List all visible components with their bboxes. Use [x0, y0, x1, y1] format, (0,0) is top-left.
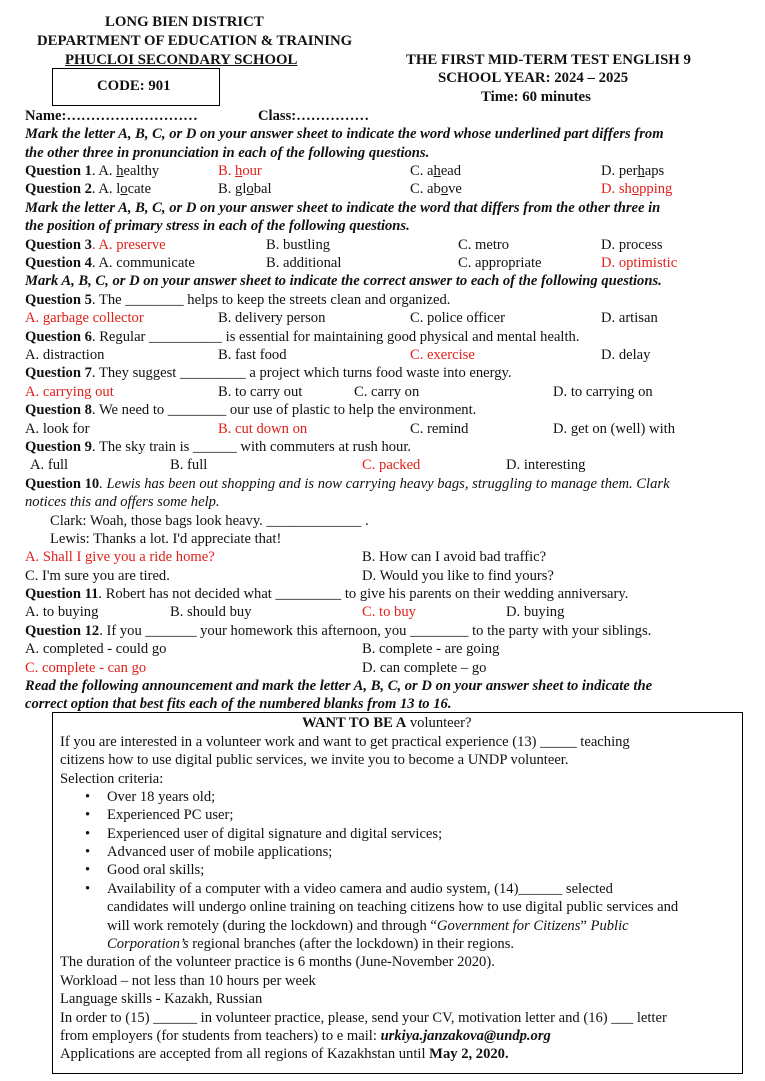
- q12-option-c: C. complete - can go: [25, 660, 147, 676]
- school-year: SCHOOL YEAR: 2024 – 2025: [438, 70, 629, 86]
- instruction-reading-line2: correct option that best fits each of the numbered blanks from 13 to 16.: [25, 696, 452, 712]
- question-4: [25, 254, 195, 272]
- q9-option-a: A. full: [30, 457, 69, 473]
- q3-option-b: B. bustling: [266, 237, 331, 253]
- instruction-pronunciation-line2: the other three in pronunciation in each of the following questions.: [25, 145, 430, 161]
- district-heading: LONG BIEN DISTRICT: [105, 14, 264, 30]
- duration-text: The duration of the volunteer practice is 6 months (June-November 2020).: [60, 954, 495, 970]
- name-field: Name:………………………: [25, 108, 198, 124]
- q5-option-a: A. garbage collector: [25, 310, 144, 326]
- q11-option-d: D. buying: [506, 604, 565, 620]
- question-stem: . Robert has not decided what _________ to give his parents on their wedding anniversary.: [98, 586, 629, 602]
- question-8: [25, 401, 476, 419]
- q10-option-a: A. Shall I give you a ride home?: [25, 549, 215, 565]
- announcement-paragraph-line1: If you are interested in a volunteer work and want to get practical experience (13) _____ teaching: [60, 734, 630, 750]
- q6-option-a: A. distraction: [25, 347, 105, 363]
- q6-option-b: B. fast food: [218, 347, 287, 363]
- question-1: [25, 162, 159, 180]
- q9-option-d: D. interesting: [506, 457, 586, 473]
- question-label: Question 2: [25, 181, 92, 197]
- q9-option-b: B. full: [170, 457, 208, 473]
- q4-option-b: B. additional: [266, 255, 342, 271]
- q1-option-d: D. perhaps: [601, 163, 665, 179]
- q8-option-d: D. get on (well) with: [553, 421, 675, 437]
- q7-option-d: D. to carrying on: [553, 384, 653, 400]
- question-label: Question 10: [25, 476, 100, 492]
- instruction-stress-line2: the position of primary stress in each of the following questions.: [25, 218, 410, 234]
- question-12: [25, 622, 651, 640]
- question-3: [25, 236, 166, 254]
- q3-option-d: D. process: [601, 237, 663, 253]
- q3-option-c: C. metro: [458, 237, 510, 253]
- q10-clark-line: Clark: Woah, those bags look heavy. _____________ .: [50, 513, 369, 529]
- language-text: Language skills - Kazakh, Russian: [60, 991, 263, 1007]
- question-6: [25, 328, 579, 346]
- q4-option-d: D. optimistic: [601, 255, 678, 271]
- q10-option-c: C. I'm sure you are tired.: [25, 568, 170, 584]
- question-stem: . If you _______ your homework this afternoon, you ________ to the party with your siblings.: [99, 623, 652, 639]
- question-11: [25, 585, 628, 603]
- question-stem: . They suggest _________ a project which turns food waste into energy.: [91, 365, 512, 381]
- q12-option-b: B. complete - are going: [362, 641, 500, 657]
- q11-option-c: C. to buy: [362, 604, 416, 620]
- q4-option-c: C. appropriate: [458, 255, 542, 271]
- q8-option-c: C. remind: [410, 421, 469, 437]
- question-9: [25, 438, 411, 456]
- criteria-item-continuation: Corporation’s regional branches (after the lockdown) in their regions.: [107, 936, 515, 952]
- q6-option-d: D. delay: [601, 347, 651, 363]
- q10-option-b: B. How can I avoid bad traffic?: [362, 549, 547, 565]
- question-label: Question 5: [25, 292, 92, 308]
- instruction-reading-line1: Read the following announcement and mark the letter A, B, C, or D on your answer sheet to indicate the: [25, 678, 653, 694]
- question-2: Question 2. A. locate: [25, 181, 152, 197]
- question-label: Question 12: [25, 623, 100, 639]
- question-label: Question 6: [25, 329, 92, 345]
- q4-option-a: . A. communicate: [91, 255, 195, 271]
- class-field: Class:……………: [258, 108, 370, 124]
- instruction-pronunciation-line1: Mark the letter A, B, C, or D on your answer sheet to indicate the word whose underlined part differs from: [25, 126, 664, 142]
- exam-code: CODE: 901: [97, 78, 171, 94]
- q7-option-a: A. carrying out: [25, 384, 114, 400]
- q11-option-b: B. should buy: [170, 604, 252, 620]
- question-5: [25, 291, 450, 309]
- q7-option-c: C. carry on: [354, 384, 420, 400]
- instruction-correct-answer: Mark A, B, C, or D on your answer sheet to indicate the correct answer to each of the following questions.: [25, 273, 662, 289]
- question-label: Question 1: [25, 163, 92, 179]
- q12-option-a: A. completed - could go: [25, 641, 167, 657]
- q5-option-b: B. delivery person: [218, 310, 326, 326]
- question-stem: . We need to ________ our use of plastic to help the environment.: [91, 402, 477, 418]
- question-10: [25, 475, 670, 493]
- test-title: THE FIRST MID-TERM TEST ENGLISH 9: [406, 52, 691, 68]
- q5-option-c: C. police officer: [410, 310, 505, 326]
- q12-option-d: D. can complete – go: [362, 660, 487, 676]
- q7-option-b: B. to carry out: [218, 384, 303, 400]
- criteria-item-continuation: will work remotely (during the lockdown) and through “Government for Citizens” Public: [107, 918, 629, 934]
- application-instructions-line2: from employers (for students from teachers) to e mail: urkiya.janzakova@undp.org: [60, 1028, 551, 1044]
- department-heading: DEPARTMENT OF EDUCATION & TRAINING: [37, 33, 353, 49]
- criteria-item: • Availability of a computer with a video camera and audio system, (14)______ selected: [107, 880, 613, 898]
- q2-option-b: B. global: [218, 181, 272, 197]
- announcement-paragraph-line2: citizens how to use digital public services, we invite you to become a UNDP volunteer.: [60, 752, 569, 768]
- question-label: Question 4: [25, 255, 92, 271]
- question-label: Question 11: [25, 586, 99, 602]
- q10-option-d: D. Would you like to find yours?: [362, 568, 554, 584]
- q8-option-a: A. look for: [25, 421, 90, 437]
- time-limit: Time: 60 minutes: [481, 89, 591, 105]
- option-a-text: . A.: [91, 163, 117, 179]
- criteria-item: • Over 18 years old;: [107, 788, 215, 806]
- criteria-item-continuation: candidates will undergo online training on teaching citizens how to use digital public services and: [107, 899, 679, 915]
- underlined-letter: h: [116, 163, 124, 179]
- criteria-item: • Good oral skills;: [107, 861, 204, 879]
- question-stem: . The ________ helps to keep the streets clean and organized.: [91, 292, 451, 308]
- q10-lewis-line: Lewis: Thanks a lot. I'd appreciate that!: [50, 531, 282, 547]
- selection-criteria-label: Selection criteria:: [60, 771, 164, 787]
- announcement-title: WANT TO BE A volunteer?: [302, 715, 472, 731]
- criteria-item: • Advanced user of mobile applications;: [107, 843, 332, 861]
- q5-option-d: D. artisan: [601, 310, 658, 326]
- option-a-rest: ealthy: [123, 163, 160, 179]
- q6-option-c: C. exercise: [410, 347, 475, 363]
- school-heading: PHUCLOI SECONDARY SCHOOL: [65, 52, 298, 68]
- question-label: Question 7: [25, 365, 92, 381]
- question-label: Question 8: [25, 402, 92, 418]
- q2-option-c: C. above: [410, 181, 462, 197]
- question-7: [25, 364, 512, 382]
- q10-stem-line2: notices this and offers some help.: [25, 494, 220, 510]
- q1-option-c: C. ahead: [410, 163, 462, 179]
- instruction-stress-line1: Mark the letter A, B, C, or D on your answer sheet to indicate the word that differs from the other three in: [25, 200, 661, 216]
- q9-option-c: C. packed: [362, 457, 421, 473]
- criteria-item: • Experienced user of digital signature and digital services;: [107, 825, 442, 843]
- question-stem: . The sky train is ______ with commuters at rush hour.: [91, 439, 412, 455]
- q2-option-d: D. shopping: [601, 181, 673, 197]
- application-deadline: Applications are accepted from all regions of Kazakhstan until May 2, 2020.: [60, 1046, 509, 1062]
- question-label: Question 9: [25, 439, 92, 455]
- application-instructions-line1: In order to (15) ______ in volunteer practice, please, send your CV, motivation letter and (16) ___ letter: [60, 1010, 667, 1026]
- question-label: Question 3: [25, 237, 92, 253]
- contact-email: urkiya.janzakova@undp.org: [380, 1028, 551, 1044]
- q3-option-a: . A. preserve: [91, 237, 166, 253]
- q8-option-b: B. cut down on: [218, 421, 308, 437]
- q1-option-b: B. hour: [218, 163, 262, 179]
- q11-option-a: A. to buying: [25, 604, 99, 620]
- workload-text: Workload – not less than 10 hours per week: [60, 973, 316, 989]
- question-stem: . Lewis has been out shopping and is now carrying heavy bags, struggling to manage them. Clark: [99, 476, 670, 492]
- question-stem: . Regular __________ is essential for maintaining good physical and mental health.: [91, 329, 580, 345]
- criteria-item: • Experienced PC user;: [107, 806, 233, 824]
